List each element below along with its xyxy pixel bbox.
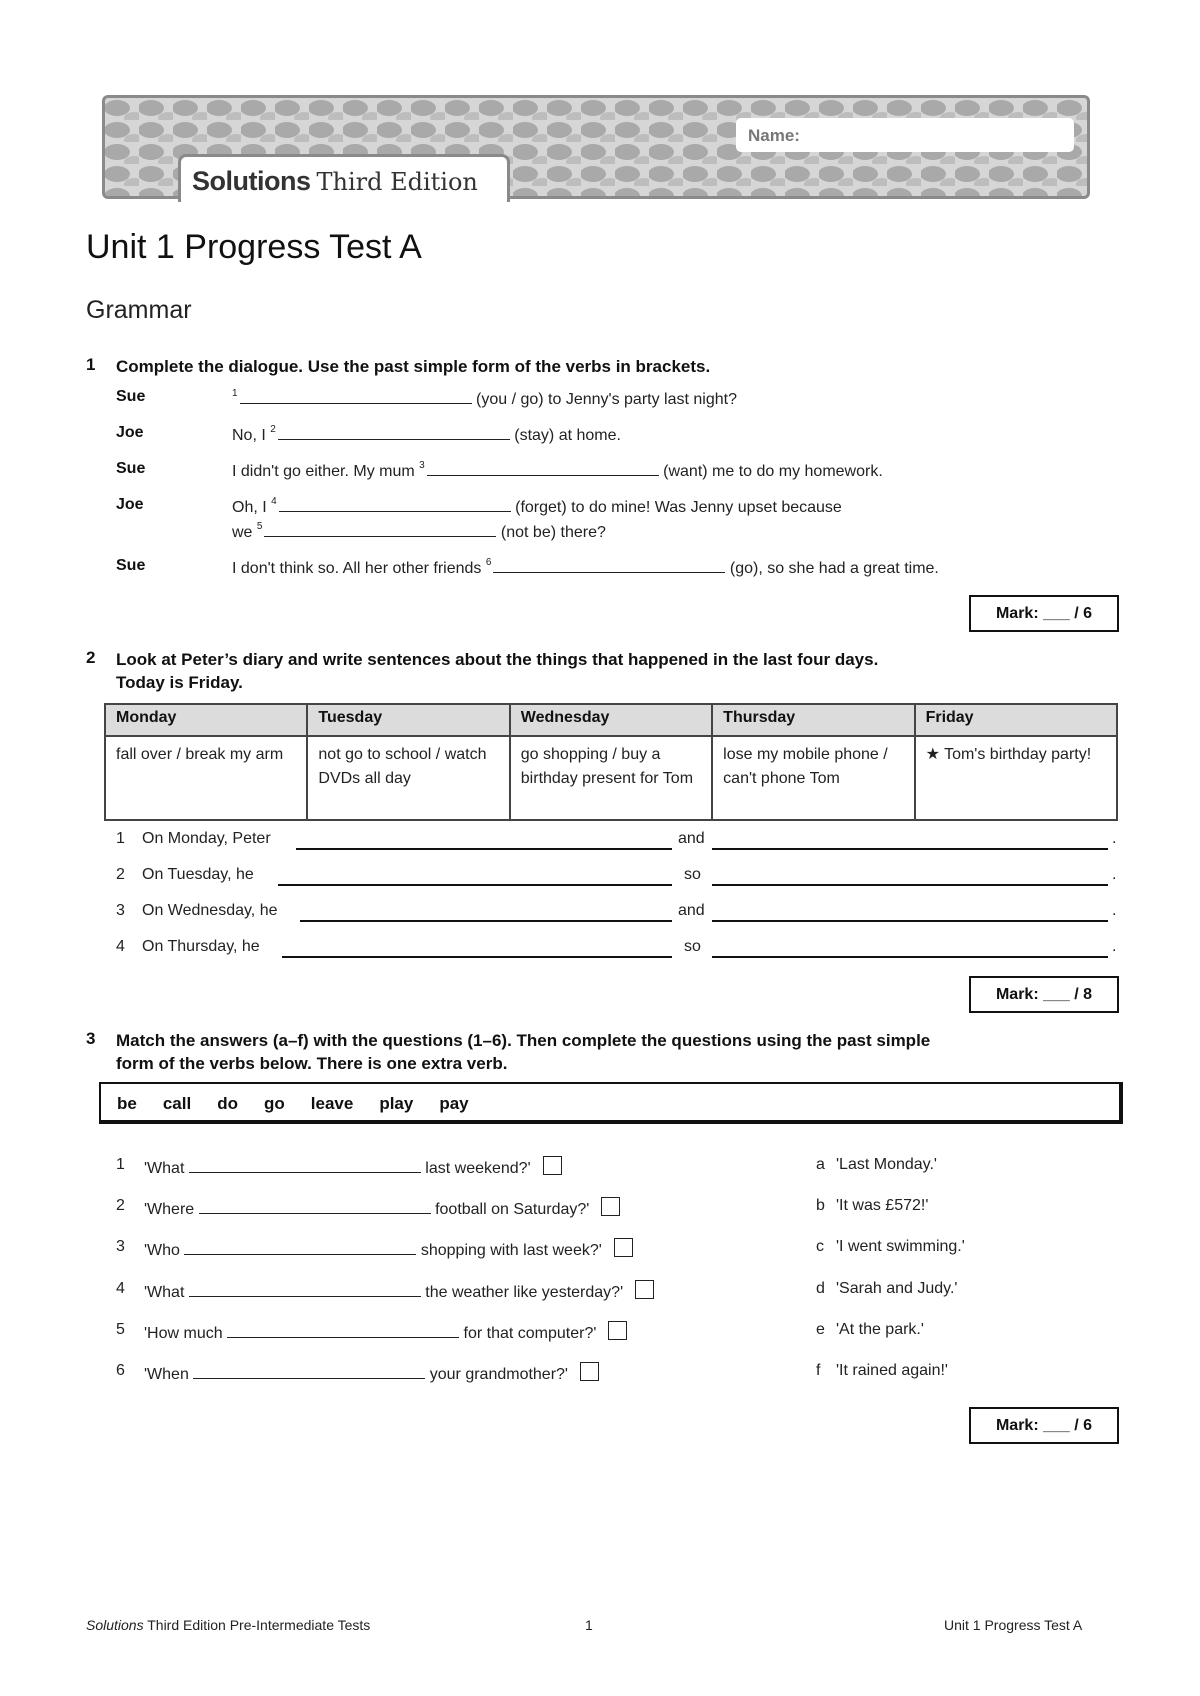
gap-number: 3 [419,460,425,471]
question-start: 'What [144,1160,189,1177]
gap-number: 1 [232,388,238,399]
dialogue-text: (go), so she had a great time. [725,560,939,577]
sentence-join: so [684,938,701,955]
answer-blank[interactable] [278,425,510,440]
name-label: Name: [748,126,800,145]
q1-number: 1 [86,355,96,374]
dialogue-text: No, I [232,427,271,444]
q1-mark-box: Mark: ___ / 6 [969,595,1119,632]
question-line [144,1238,633,1260]
q3-instruction-line2: form of the verbs below. There is one extra verb. [116,1054,508,1073]
diary-header-friday: Friday [915,704,1117,736]
question-start: 'Who [144,1242,185,1259]
answer-blank[interactable] [189,1282,421,1297]
sentence-join: so [684,866,701,883]
diary-header-thursday: Thursday [712,704,914,736]
question-start: 'Where [144,1201,199,1218]
question-number: 2 [116,1197,125,1214]
question-number: 4 [116,1280,125,1297]
answer-line[interactable] [712,920,1108,922]
dialogue-text: (want) me to do my homework. [658,463,883,480]
verb-list [117,1094,495,1114]
diary-cell-monday: fall over / break my arm [105,736,307,820]
sentence-number: 3 [116,902,125,919]
dialogue-text: I didn't go either. My mum [232,463,420,480]
answer-letter: d [816,1280,825,1297]
diary-cell-friday: ★ Tom's birthday party! [915,736,1117,820]
dialogue-line [232,557,939,578]
question-line [144,1321,627,1343]
answer-line[interactable] [712,848,1108,850]
question-line [144,1362,599,1384]
match-checkbox[interactable] [543,1156,562,1175]
sentence-period: . [1112,902,1117,919]
answer-line[interactable] [712,956,1108,958]
dialogue-text: (stay) at home. [509,427,621,444]
answer-blank[interactable] [493,558,725,573]
sentence-number: 2 [116,866,125,883]
q2-mark-box: Mark: ___ / 8 [969,976,1119,1013]
question-start: 'How much [144,1325,228,1342]
sentence-start: On Tuesday, he [142,866,254,883]
dialogue-text: we [232,524,257,541]
dialogue-text: I don't think so. All her other friends [232,560,486,577]
answer-text: 'Sarah and Judy.' [836,1280,958,1297]
answer-text: 'I went swimming.' [836,1238,965,1255]
answer-line[interactable] [278,884,672,886]
footer-series: Third Edition Pre-Intermediate Tests [143,1617,371,1633]
answer-line[interactable] [282,956,672,958]
gap-number: 6 [485,557,492,568]
verb-call: call [162,1094,192,1113]
answer-blank[interactable] [199,1199,431,1214]
q3-instruction-line1: Match the answers (a–f) with the questions (1–6). Then complete the questions using the past simple [116,1031,931,1050]
answer-letter: e [816,1321,825,1338]
dialogue-text: (you / go) to Jenny's party last night? [471,391,737,408]
answer-blank[interactable] [279,497,511,512]
diary-cell-wednesday: go shopping / buy a birthday present for Tom [510,736,712,820]
answer-text: 'It rained again!' [836,1362,948,1379]
page-title: Unit 1 Progress Test A [86,228,422,266]
answer-line[interactable] [712,884,1108,886]
dialogue-line [232,496,842,517]
q3-mark-box: Mark: ___ / 6 [969,1407,1119,1444]
dialogue-speaker: Sue [116,388,146,405]
sentence-period: . [1112,866,1117,883]
question-line [144,1280,654,1302]
match-checkbox[interactable] [635,1280,654,1299]
q1-instruction: Complete the dialogue. Use the past simple form of the verbs in brackets. [116,357,711,376]
page-number: 1 [585,1617,593,1633]
diary-header-tuesday: Tuesday [307,704,509,736]
section-heading: Grammar [86,296,192,324]
q2-number: 2 [86,648,96,667]
verb-pay: pay [439,1094,469,1113]
dialogue-text: Oh, I [232,499,272,516]
dialogue-speaker: Joe [116,424,144,441]
sentence-start: On Monday, Peter [142,830,271,847]
question-end: last weekend?' [420,1160,531,1177]
diary-cell-tuesday: not go to school / watch DVDs all day [307,736,509,820]
dialogue-line [232,388,737,409]
q2-instruction-line1: Look at Peter’s diary and write sentences about the things that happened in the last four days. [116,650,879,669]
question-number: 6 [116,1362,125,1379]
answer-text: 'It was £572!' [836,1197,929,1214]
answer-letter: b [816,1197,825,1214]
question-number: 3 [116,1238,125,1255]
footer-left [86,1617,370,1633]
diary-table [104,703,1118,821]
verb-do: do [217,1094,238,1113]
q3-instruction [116,1029,930,1075]
question-end: the weather like yesterday?' [420,1284,624,1301]
verb-go: go [263,1094,285,1113]
match-checkbox[interactable] [608,1321,627,1340]
answer-text: 'At the park.' [836,1321,924,1338]
answer-line[interactable] [300,920,672,922]
verb-leave: leave [310,1094,354,1113]
question-end: for that computer?' [459,1325,597,1342]
sentence-join: and [678,902,705,919]
dialogue-text: (forget) to do mine! Was Jenny upset because [510,499,842,516]
footer-brand: Solutions [86,1617,144,1633]
verb-be: be [117,1094,137,1113]
dialogue-speaker: Joe [116,496,144,513]
dialogue-line [232,424,621,445]
diary-header-monday: Monday [105,704,307,736]
answer-line[interactable] [296,848,672,850]
q2-instruction-line2: Today is Friday. [116,673,243,692]
question-line [144,1156,562,1178]
answer-letter: a [816,1156,825,1173]
gap-number: 2 [270,424,276,435]
match-checkbox[interactable] [580,1362,599,1381]
q2-instruction [116,648,878,694]
brand-name: Solutions [192,166,311,196]
gap-number: 5 [256,521,263,532]
sentence-join: and [678,830,705,847]
match-checkbox[interactable] [601,1197,620,1216]
sentence-start: On Wednesday, he [142,902,278,919]
diary-header-row [105,704,1117,736]
dialogue-line [232,460,883,481]
dialogue-speaker: Sue [116,460,146,477]
question-number: 1 [116,1156,125,1173]
verb-play: play [379,1094,414,1113]
sentence-number: 1 [116,830,125,847]
sentence-start: On Thursday, he [142,938,260,955]
sentence-period: . [1112,938,1117,955]
question-end: shopping with last week?' [416,1242,602,1259]
question-line [144,1197,620,1219]
question-start: 'When [144,1366,194,1383]
dialogue-speaker: Sue [116,557,146,574]
verb-box [99,1082,1123,1124]
answer-blank[interactable] [184,1240,416,1255]
brand-edition: Third Edition [316,168,478,196]
question-end: your grandmother?' [425,1366,568,1383]
brand-logo [192,166,478,197]
question-end: football on Saturday?' [430,1201,590,1218]
answer-letter: c [816,1238,824,1255]
sentence-period: . [1112,830,1117,847]
q3-number: 3 [86,1029,96,1048]
match-checkbox[interactable] [614,1238,633,1257]
gap-number: 4 [271,496,277,507]
diary-cell-thursday: lose my mobile phone / can't phone Tom [712,736,914,820]
sentence-number: 4 [116,938,125,955]
question-number: 5 [116,1321,125,1338]
answer-blank[interactable] [240,389,472,404]
answer-letter: f [816,1362,821,1379]
answer-blank[interactable] [427,461,659,476]
answer-blank[interactable] [193,1364,425,1379]
answer-text: 'Last Monday.' [836,1156,937,1173]
diary-body-row [105,736,1117,820]
dialogue-text: (not be) there? [496,524,606,541]
answer-blank[interactable] [264,522,496,537]
answer-blank[interactable] [189,1158,421,1173]
question-start: 'What [144,1284,189,1301]
footer-right: Unit 1 Progress Test A [944,1617,1083,1633]
answer-blank[interactable] [227,1323,459,1338]
dialogue-line [232,521,606,542]
diary-header-wednesday: Wednesday [510,704,712,736]
